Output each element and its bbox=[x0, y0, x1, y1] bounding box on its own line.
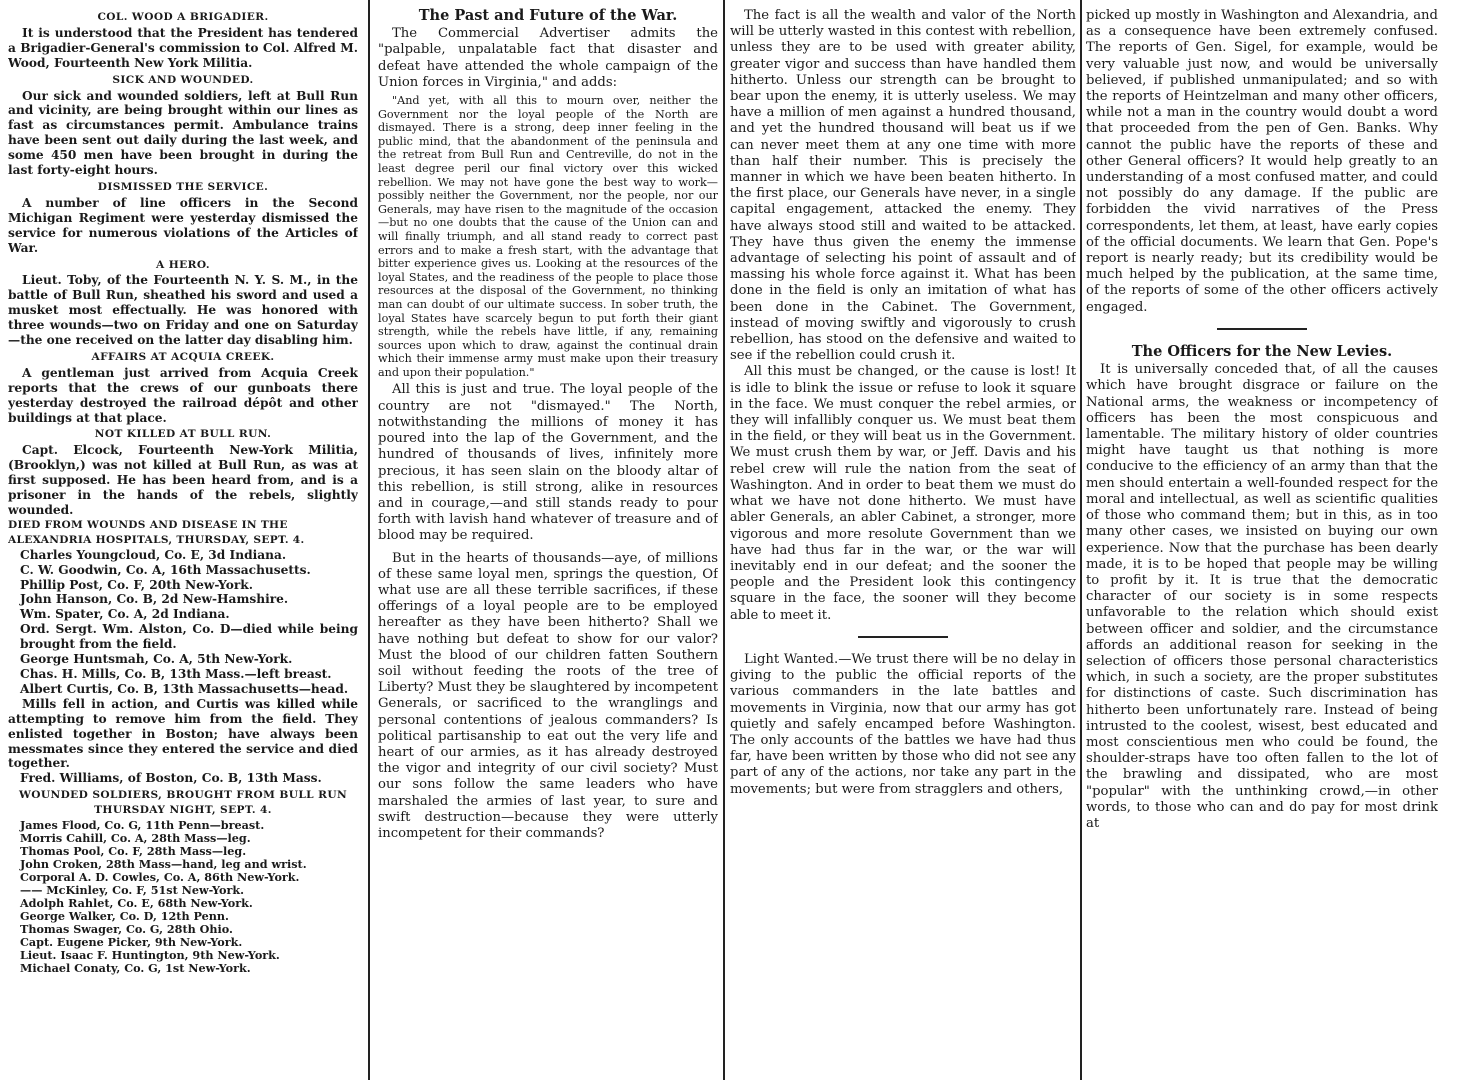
list-item: Morris Cahill, Co. A, 28th Mass—leg. bbox=[20, 831, 251, 846]
column-2-past-and-future bbox=[378, 8, 718, 1076]
section-heading: DISMISSED THE SERVICE. bbox=[97, 180, 269, 193]
article-title: The Past and Future of the War. bbox=[418, 8, 678, 24]
section-heading: SICK AND WOUNDED. bbox=[112, 73, 254, 86]
section-heading: A HERO. bbox=[156, 258, 210, 271]
paragraph: Our sick and wounded soldiers, left at Bull Run and vicinity, are being brought within our lines as fast as circumstances permit. Ambulance trains have been sent out daily during the last week, and some 450 men have been brought in during the last forty-eight hours. bbox=[8, 88, 358, 178]
list-item: Wm. Spater, Co. A, 2d Indiana. bbox=[20, 607, 230, 622]
column-rule bbox=[368, 0, 370, 1080]
paragraph: The Commercial Advertiser admits the "palpable, unpalatable fact that disaster and defeat have attended the whole campaign of the Union forces in Virginia," and adds: bbox=[378, 26, 718, 90]
paragraph: Lieut. Toby, of the Fourteenth N. Y. S. M., in the battle of Bull Run, sheathed his sword and used a musket most effectually. He was honored with three wounds—two on Friday and one on Saturday—the one received on the latter day disabling him. bbox=[8, 273, 358, 348]
section-heading: NOT KILLED AT BULL RUN. bbox=[94, 428, 272, 441]
died-list bbox=[8, 548, 358, 697]
list-item: Capt. Eugene Picker, 9th New-York. bbox=[20, 935, 243, 950]
list-item: Lieut. Isaac F. Huntington, 9th New-York. bbox=[20, 948, 280, 963]
paragraph: Capt. Elcock, Fourteenth New-York Militia, (Brooklyn,) was not killed at Bull Run, as was at first supposed. He has been heard from, and is a prisoner in the hands of the rebels, slightly wounded. bbox=[8, 443, 358, 517]
list-item: Thomas Swager, Co. G, 28th Ohio. bbox=[20, 922, 233, 937]
column-3-continuation bbox=[730, 8, 1076, 1076]
list-item: Albert Curtis, Co. B, 13th Massachusetts—head. bbox=[20, 681, 349, 696]
divider-rule bbox=[730, 630, 1076, 646]
list-item: George Huntsmah, Co. A, 5th New-York. bbox=[20, 652, 293, 667]
section-heading: AFFAIRS AT ACQUIA CREEK. bbox=[91, 350, 275, 363]
block-quote: "And yet, with all this to mourn over, neither the Government nor the loyal people of the North are dismayed. There is a strong, deep inner feeling in the public mind, that the abandonment of the peninsula and the retreat from Bull Run and Centreville, do not in the least degree peril our final victory over this wicked rebellion. We may not have gone the best way to work—possibly neither the Government, nor the people, nor our Generals, may have risen to the magnitude of the occasion—but no one doubts that the cause of the Union can and will finally triumph, and all stand ready to correct past errors and to make a fresh start, with the advantage that bitter experience gives us. Looking at the resources of the loyal States, and the readiness of the people to place those resources at the disposal of the Government, no thinking man can doubt of our ultimate success. In sober truth, the loyal States have scarcely begun to put forth their giant strength, while the rebels have little, if any, remaining sources upon which to draw, against the continual drain which their immense army must make upon their treasury and upon their population." bbox=[378, 94, 718, 379]
paragraph: A number of line officers in the Second Michigan Regiment were yesterday dismissed the service for numerous violations of the Articles of War. bbox=[8, 195, 358, 255]
list-item: George Walker, Co. D, 12th Penn. bbox=[20, 909, 229, 924]
column-4-officers bbox=[1086, 8, 1438, 1076]
list-item: Phillip Post, Co. F, 20th New-York. bbox=[20, 577, 253, 592]
column-rule bbox=[723, 0, 725, 1080]
list-item: Fred. Williams, of Boston, Co. B, 13th Mass. bbox=[20, 771, 322, 786]
paragraph: Light Wanted.—We trust there will be no delay in giving to the public the official reports of the various commanders in the late battles and movements in Virginia, now that our army has got quietly and safely encamped before Washington. The only accounts of the battles we have had thus far, have been written by those who did not see any part of any of the actions, nor take any part in the movements; but were from stragglers and others, bbox=[730, 651, 1076, 797]
list-item: James Flood, Co. G, 11th Penn—breast. bbox=[20, 818, 265, 833]
list-item: Charles Youngcloud, Co. E, 3d Indiana. bbox=[20, 547, 287, 562]
paragraph: picked up mostly in Washington and Alexandria, and as a consequence have been extremely confused. The reports of Gen. Sigel, for example, would be very valuable just now, and would be universally believed, if published unmanipulated; and so with the reports of Heintzelman and many other officers, while not a man in the country would doubt a word that proceeded from the pen of Gen. Banks. Why cannot the public have the reports of these and other General officers? It would help greatly to an understanding of a most confused matter, and could not possibly do any damage. If the public are forbidden the vivid narratives of the Press correspondents, let them, at least, have early copies of the official documents. We learn that Gen. Pope's report is nearly ready; but its credibility would be much helped by the publication, at the same time, of the reports of some of the other officers actively engaged. bbox=[1086, 8, 1438, 315]
list-item: Corporal A. D. Cowles, Co. A, 86th New-York. bbox=[20, 870, 300, 885]
paragraph: All this must be changed, or the cause is lost! It is idle to blink the issue or refuse to look it square in the face. We must conquer the rebel armies, or they will infallibly conquer us. We must beat them in the field, or they will beat us in the Government. We must crush them by war, or Jeff. Davis and his rebel crew will rule the nation from the seat of Washington. And in order to beat them we must do what we have not done hitherto. We must have abler Generals, an abler Cabinet, a stronger, more vigorous and more resolute Government than we have had thus far in the war, or the war will inevitably end in our defeat; and the sooner the people and the President look this contingency square in the face, the sooner will they become able to meet it. bbox=[730, 364, 1076, 623]
paragraph: It is understood that the President has tendered a Brigadier-General's commission to Col. Alfred M. Wood, Fourteenth New York Militia. bbox=[8, 25, 358, 70]
list-item: —— McKinley, Co. F, 51st New-York. bbox=[20, 883, 245, 898]
section-heading: WOUNDED SOLDIERS, BROUGHT FROM BULL RUN THURSDAY NIGHT, SEPT. 4. bbox=[18, 789, 348, 817]
list-item: Thomas Pool, Co. F, 28th Mass—leg. bbox=[20, 844, 247, 859]
column-1-news-briefs bbox=[8, 8, 358, 1076]
section-heading: DIED FROM WOUNDS AND DISEASE IN THE ALEXANDRIA HOSPITALS, THURSDAY, SEPT. 4. bbox=[8, 518, 305, 546]
died-list-last bbox=[8, 771, 358, 786]
list-item: Adolph Rahlet, Co. E, 68th New-York. bbox=[20, 896, 253, 911]
paragraph: The fact is all the wealth and valor of the North will be utterly wasted in this contest with rebellion, unless they are to be used with greater ability, greater vigor and success than have handled them hitherto. Unless our strength can be brought to bear upon the enemy, it is utterly useless. We may have a million of men against a hundred thousand, and yet the hundred thousand will beat us if we can never meet them at any one time with more than half their number. This is precisely the manner in which we have been beaten hitherto. In the first place, our Generals have never, in a single capital engagement, attacked the enemy. They have always stood still and waited to be attacked. They have thus given the enemy the immense advantage of selecting his point of assault and of massing his whole force against it. What has been done in the field is only an imitation of what has been done in the Cabinet. The Government, instead of moving swiftly and vigorously to crush rebellion, has stood on the defensive and waited to see if the rebellion could crush it. bbox=[730, 8, 1076, 364]
paragraph: Mills fell in action, and Curtis was killed while attempting to remove him from the field. They enlisted together in Boston; have always been messmates since they entered the service and died together. bbox=[8, 696, 358, 771]
section-heading: COL. WOOD A BRIGADIER. bbox=[97, 11, 269, 23]
list-item: Michael Conaty, Co. G, 1st New-York. bbox=[20, 961, 251, 976]
paragraph: All this is just and true. The loyal people of the country are not "dismayed." The North, notwithstanding the millions of money it has poured into the lap of the Government, and the hundred of thousands of lives, infinitely more precious, it has seen slain on the bloody altar of this rebellion, is still strong, alike in resources and in courage,—and still stands ready to pour forth with lavish hand whatever of treasure and of blood may be required. bbox=[378, 382, 718, 544]
list-item: John Croken, 28th Mass—hand, leg and wrist. bbox=[20, 857, 307, 872]
paragraph: It is universally conceded that, of all the causes which have brought disgrace or failure on the National arms, the weakness or incompetency of officers has been the most conspicuous and lamentable. The military history of older countries might have taught us that nothing is more conducive to the efficiency of an army than that the men should entertain a well-founded respect for the moral and intellectual, as well as scientific qualities of those who command them; but in this, as in too many other cases, we insisted on buying our own experience. Now that the purchase has been dearly made, it is to be hoped that people may be willing to profit by it. It is true that the democratic character of our society is in some respects unfavorable to the relation which should exist between officer and soldier, and the circumstance affords an additional reason for seeking in the selection of officers those personal characteristics which, in such a society, are the proper substitutes for distinctions of caste. Such discrimination has hitherto been unfortunately rare. Instead of being intrusted to the coolest, wisest, best educated and most conscientious men who could be found, the shoulder-straps have too often fallen to the lot of the brawling and dissipated, who are most "popular" with the unthinking crowd,—in other words, to those who can and do pay for most drink at bbox=[1086, 362, 1438, 831]
list-item: John Hanson, Co. B, 2d New-Hamshire. bbox=[20, 592, 289, 607]
wounded-list bbox=[8, 819, 358, 975]
list-item: Ord. Sergt. Wm. Alston, Co. D—died while being brought from the field. bbox=[20, 622, 358, 652]
column-rule bbox=[1080, 0, 1082, 1080]
paragraph: A gentleman just arrived from Acquia Creek reports that the crews of our gunboats there yesterday destroyed the railroad dépôt and other buildings at that place. bbox=[8, 365, 358, 425]
list-item: C. W. Goodwin, Co. A, 16th Massachusetts. bbox=[20, 562, 311, 577]
divider-rule bbox=[1086, 322, 1438, 338]
article-title: The Officers for the New Levies. bbox=[1131, 343, 1393, 361]
paragraph: But in the hearts of thousands—aye, of millions of these same loyal men, springs the question, Of what use are all these terrible sacrifices, if these offerings of a loyal people are to be employed hereafter as they have been hitherto? Shall we have nothing but defeat to show for our valor? Must the blood of our children fatten Southern soil without feeding the roots of the tree of Liberty? Must they be slaughtered by incompetent Generals, or sacrificed to the wranglings and personal contentions of jealous commanders? Is political partisanship to eat out the very life and heart of our armies, as it has already destroyed the vigor and integrity of our civil society? Must our sons follow the same leaders who have marshaled the armies of last year, to sure and swift destruction—because they were utterly incompetent for their commands? bbox=[378, 550, 718, 841]
list-item: Chas. H. Mills, Co. B, 13th Mass.—left breast. bbox=[20, 666, 332, 681]
